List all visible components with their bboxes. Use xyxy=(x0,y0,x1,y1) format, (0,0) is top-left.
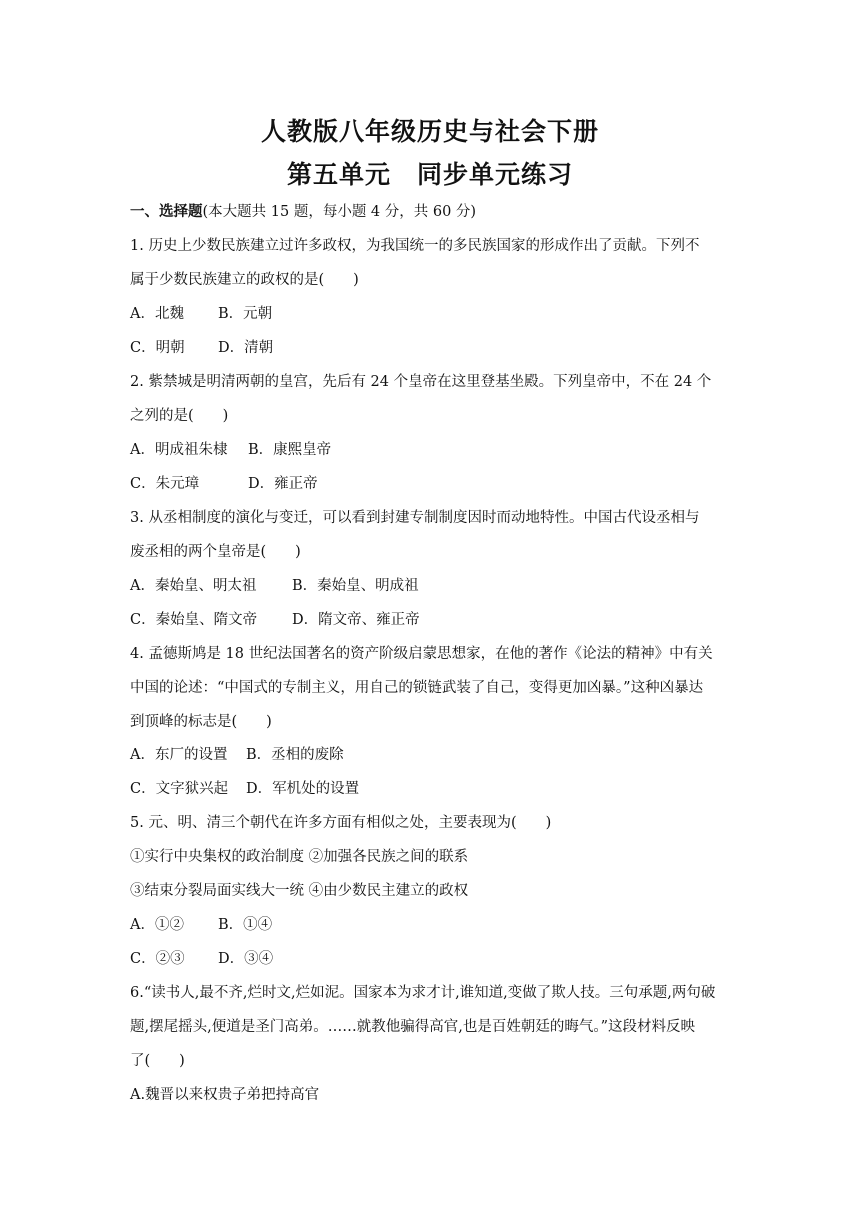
question-4-option-d: D．军机处的设置 xyxy=(246,781,360,797)
question-2-line-2: 之列的是( ) xyxy=(130,408,229,424)
question-4-option-c: C．文字狱兴起 xyxy=(130,781,229,797)
section-header xyxy=(130,202,734,222)
question-5-line-1: 5. 元、明、清三个朝代在许多方面有相似之处，主要表现为( ) xyxy=(130,815,552,831)
question-3-option-d: D．隋文帝、雍正帝 xyxy=(292,612,420,628)
question-4-option-b: B．丞相的废除 xyxy=(246,747,344,763)
question-4-line-1: 4. 孟德斯鸠是 18 世纪法国著名的资产阶级启蒙思想家，在他的著作《论法的精神》中有关 xyxy=(130,646,713,662)
question-5-option-b: B．①④ xyxy=(218,917,273,933)
question-6-line-3: 了( ) xyxy=(130,1053,185,1069)
question-3-option-a: A．秦始皇、明太祖 xyxy=(130,578,257,594)
question-1-option-c: C．明朝 xyxy=(130,340,185,356)
question-5-line-3: ③结束分裂局面实线大一统 ④由少数民主建立的政权 xyxy=(130,883,469,899)
section-note: (本大题共 15 题，每小题 4 分，共 60 分) xyxy=(202,204,477,220)
question-5-line-2: ①实行中央集权的政治制度 ②加强各民族之间的联系 xyxy=(130,849,469,865)
question-3-line-1: 3. 从丞相制度的演化与变迁，可以看到封建专制制度因时而动地特性。中国古代设丞相与 xyxy=(130,510,700,526)
question-1-option-d: D．清朝 xyxy=(218,340,274,356)
question-5-option-d: D．③④ xyxy=(218,951,274,967)
question-2-option-c: C．朱元璋 xyxy=(130,476,200,492)
question-3-line-2: 废丞相的两个皇帝是( ) xyxy=(130,544,301,560)
question-2-option-b: B．康熙皇帝 xyxy=(248,442,332,458)
question-6-option-a: A.魏晋以来权贵子弟把持高官 xyxy=(130,1087,320,1103)
question-5-option-c: C．②③ xyxy=(130,951,185,967)
question-3-option-b: B．秦始皇、明成祖 xyxy=(292,578,419,594)
question-6-line-1: 6.“读书人,最不齐,烂时文,烂如泥。国家本为求才计,谁知道,变做了欺人技。三句承题,两句破 xyxy=(130,985,716,1001)
question-5-option-a: A．①② xyxy=(130,917,184,933)
document-title: 人教版八年级历史与社会下册 xyxy=(260,117,599,146)
question-1-line-1: 1. 历史上少数民族建立过许多政权，为我国统一的多民族国家的形成作出了贡献。下列不 xyxy=(130,238,700,254)
question-2-line-1: 2. 紫禁城是明清两朝的皇宫，先后有 24 个皇帝在这里登基坐殿。下列皇帝中，不在 24 个 xyxy=(130,374,712,390)
question-3-option-c: C．秦始皇、隋文帝 xyxy=(130,612,258,628)
question-4-line-3: 到顶峰的标志是( ) xyxy=(130,714,272,730)
question-2-option-d: D．雍正帝 xyxy=(248,476,318,492)
question-1-option-a: A．北魏 xyxy=(130,306,184,322)
question-4-line-2: 中国的论述：“中国式的专制主义，用自己的锁链武装了自己，变得更加凶暴。”这种凶暴达 xyxy=(130,680,704,696)
section-heading: 一、选择题 xyxy=(130,203,203,220)
question-1-line-2: 属于少数民族建立的政权的是( ) xyxy=(130,272,359,288)
question-1-option-b: B．元朝 xyxy=(218,306,273,322)
document-subtitle: 第五单元 同步单元练习 xyxy=(286,160,573,189)
question-6-line-2: 题,摆尾摇头,便道是圣门高弟。……就教他骗得高官,也是百姓朝廷的晦气。”这段材料反映 xyxy=(130,1019,695,1035)
question-4-option-a: A．东厂的设置 xyxy=(130,747,228,763)
question-2-option-a: A．明成祖朱棣 xyxy=(130,442,228,458)
